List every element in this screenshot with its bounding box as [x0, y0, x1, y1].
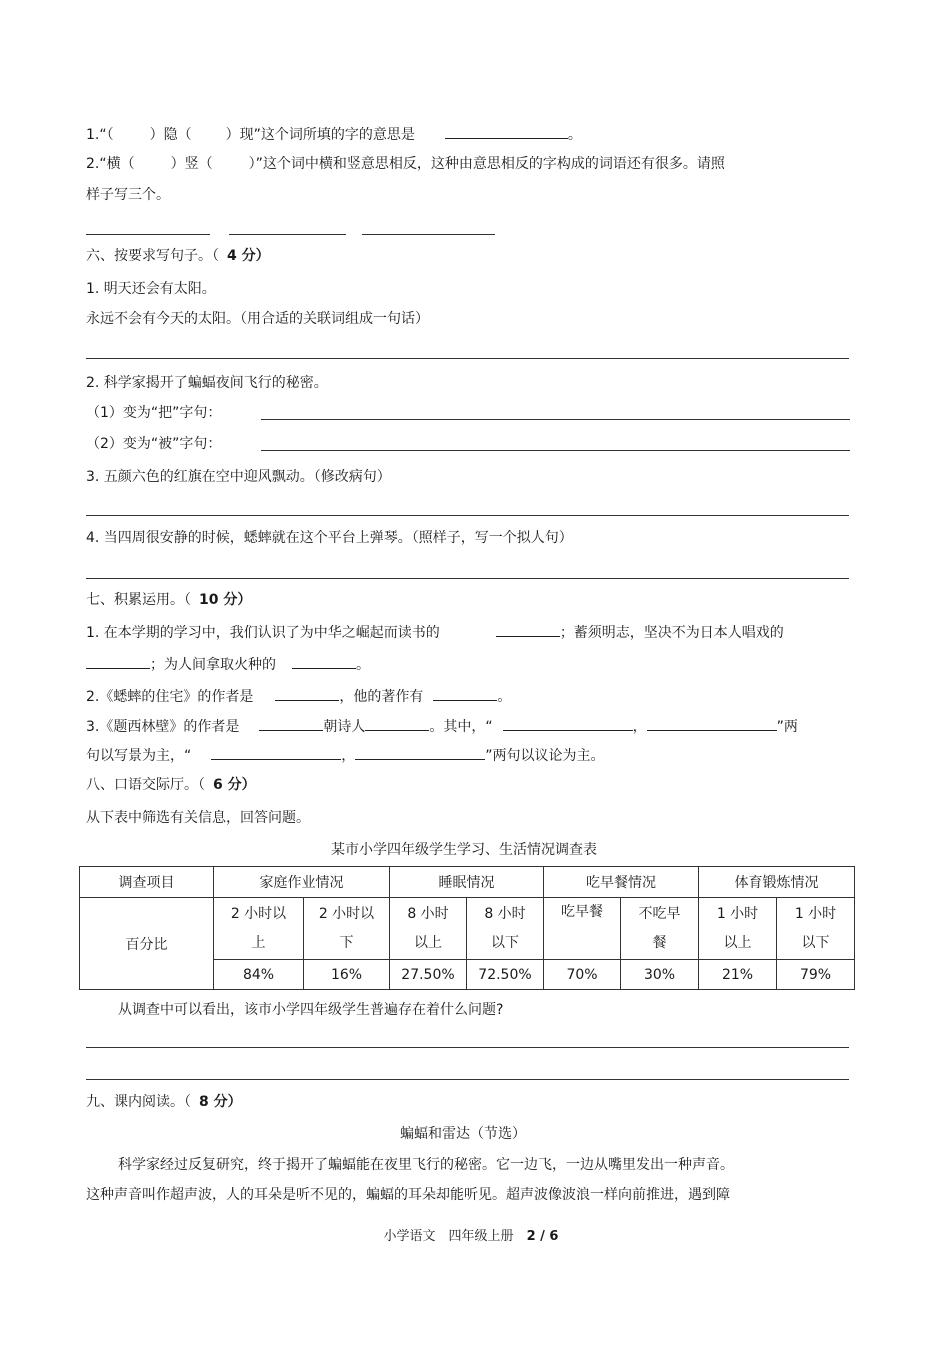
text: 不吃早: [638, 905, 681, 922]
text: 餐: [652, 934, 667, 951]
survey-table: [79, 866, 855, 990]
text: 上: [251, 934, 266, 951]
text: 以下: [491, 934, 519, 951]
text: 2.“横（: [86, 156, 135, 172]
text: 六、按要求写句子。（: [86, 248, 219, 264]
answer-line[interactable]: [362, 234, 495, 235]
page-footer: [0, 1227, 946, 1247]
section-7-heading: [86, 590, 251, 610]
answer-line[interactable]: [86, 515, 849, 516]
s7-item3-line2: [86, 745, 605, 766]
s7-item1-line1: [86, 622, 784, 643]
passage-para2: 这种声音叫作超声波，人的耳朵是听不见的，蝙蝠的耳朵却能听见。超声波像波浪一样向前推进，遇到障: [86, 1187, 730, 1203]
text: ，: [632, 719, 647, 735]
answer-blank[interactable]: [433, 686, 497, 701]
text: 以下: [801, 934, 830, 951]
answer-blank[interactable]: [259, 716, 323, 731]
answer-blank[interactable]: [503, 716, 633, 731]
value-cell: 84%: [214, 960, 304, 990]
answer-line[interactable]: [86, 358, 849, 359]
text: 2 小时以: [318, 905, 375, 922]
answer-blank[interactable]: [365, 716, 429, 731]
value-cell: 27.50%: [390, 960, 467, 990]
text: 2.《蟋蟀的住宅》的作者是: [86, 689, 254, 705]
text: ；蓄须明志，坚决不为日本人唱戏的: [559, 625, 784, 641]
text: ）”这个词中横和竖意思相反，这种由意思相反的字构成的词语还有很多。请照: [248, 156, 725, 172]
s7-item3-line1: [86, 716, 798, 737]
sub-sleep-over8: [390, 898, 467, 960]
header-sleep: 睡眠情况: [390, 867, 544, 898]
s8-intro: 从下表中筛选有关信息，回答问题。: [86, 810, 310, 826]
answer-blank[interactable]: [355, 745, 485, 760]
text: 2 小时以: [230, 905, 287, 922]
text: 。: [356, 657, 370, 673]
score: 10 分）: [199, 592, 252, 608]
text: ）竖（: [170, 156, 213, 172]
sub-sleep-under8: [467, 898, 544, 960]
value-cell: 70%: [544, 960, 621, 990]
text: 1 小时: [794, 905, 837, 922]
text: 8 小时: [407, 905, 449, 922]
text: ”两句以议论为主。: [485, 748, 605, 764]
answer-line[interactable]: [86, 234, 210, 235]
s6-item1a: 1. 明天还会有太阳。: [86, 281, 216, 297]
text: 1. 在本学期的学习中，我们认识了为中华之崛起而读书的: [86, 625, 440, 641]
text: 以上: [723, 934, 752, 951]
answer-blank[interactable]: [292, 654, 356, 669]
sub-hw-under2: [304, 898, 390, 960]
section-6-heading: [86, 246, 270, 266]
text: ，他的著作有: [339, 689, 424, 705]
table-title: 某市小学四年级学生学习、生活情况调查表: [331, 842, 597, 858]
answer-line[interactable]: [229, 234, 346, 235]
section-8-heading: [86, 775, 256, 795]
text: 1.“（: [86, 127, 114, 143]
answer-blank[interactable]: [86, 654, 150, 669]
text: 。: [497, 689, 512, 705]
answer-blank[interactable]: [275, 686, 339, 701]
text: 1 小时: [716, 905, 759, 922]
q5-item2-line1: [86, 154, 725, 174]
score: 4 分）: [227, 248, 270, 264]
value-cell: 16%: [304, 960, 390, 990]
header-breakfast: 吃早餐情况: [544, 867, 699, 898]
sub-ex-over1: [699, 898, 777, 960]
header-homework: 家庭作业情况: [214, 867, 390, 898]
answer-line[interactable]: [86, 1079, 849, 1080]
text: 句以写景为主，“: [86, 748, 192, 764]
sub-hw-over2: [214, 898, 304, 960]
answer-blank[interactable]: [445, 124, 568, 139]
text: 下: [339, 934, 354, 951]
page-number: 2 / 6: [526, 1229, 559, 1244]
s7-item1-line2: [86, 654, 370, 675]
score: 6 分）: [213, 777, 256, 793]
s6-item2-2: （2）变为“被”字句：: [86, 436, 222, 452]
answer-blank[interactable]: [647, 716, 777, 731]
q5-item2-line2: 样子写三个。: [86, 187, 170, 203]
s7-item2: [86, 686, 511, 707]
text: 朝诗人: [323, 719, 366, 735]
s6-item1b: 永远不会有今天的太阳。（用合适的关联词组成一句话）: [86, 311, 429, 327]
answer-line[interactable]: [261, 419, 850, 420]
text: ）现”这个词所填的字的意思是: [225, 127, 415, 143]
answer-line[interactable]: [86, 1047, 849, 1048]
text: 3.《题西林壁》的作者是: [86, 719, 240, 735]
text: 8 小时: [484, 905, 526, 922]
s8-question: 从调查中可以看出，该市小学四年级学生普遍存在着什么问题?: [118, 1002, 504, 1018]
sub-eat-breakfast: [544, 898, 621, 960]
passage-para1: 科学家经过反复研究，终于揭开了蝙蝠能在夜里飞行的秘密。它一边飞，一边从嘴里发出一种声音。: [118, 1157, 734, 1173]
section-9-heading: [86, 1092, 242, 1112]
text: 以上: [414, 934, 442, 951]
text: ”两: [776, 719, 798, 735]
sub-ex-under1: [777, 898, 855, 960]
q5-item1: [86, 124, 582, 145]
text: 七、积累运用。（: [86, 592, 191, 608]
answer-line[interactable]: [86, 578, 849, 579]
header-exercise: 体育锻炼情况: [699, 867, 855, 898]
score: 8 分）: [199, 1094, 242, 1110]
text: 八、口语交际厅。（: [86, 777, 205, 793]
s6-item2-1: （1）变为“把”字句：: [86, 405, 222, 421]
answer-line[interactable]: [261, 450, 850, 451]
text: ）隐（: [149, 127, 192, 143]
answer-blank[interactable]: [496, 622, 560, 637]
text: ；为人间拿取火种的: [150, 657, 276, 673]
answer-blank[interactable]: [211, 745, 341, 760]
s6-item2: 2. 科学家揭开了蝙蝠夜间飞行的秘密。: [86, 375, 328, 391]
text: ，: [341, 748, 356, 764]
s6-item4: 4. 当四周很安静的时候，蟋蟀就在这个平台上弹琴。（照样子，写一个拟人句）: [86, 530, 573, 546]
text: 。: [567, 127, 582, 143]
value-cell: 72.50%: [467, 960, 544, 990]
value-cell: 30%: [621, 960, 699, 990]
passage-title: 蝙蝠和雷达（节选）: [400, 1126, 526, 1142]
value-cell: 21%: [699, 960, 777, 990]
header-item: 调查项目: [80, 867, 214, 898]
s6-item3: 3. 五颜六色的红旗在空中迎风飘动。（修改病句）: [86, 469, 391, 485]
value-cell: 79%: [777, 960, 855, 990]
footer-text: 小学语文 四年级上册: [383, 1229, 527, 1244]
sub-no-breakfast: [621, 898, 699, 960]
text: 吃早餐: [561, 904, 603, 920]
row-label: 百分比: [80, 898, 214, 990]
text: 九、课内阅读。（: [86, 1094, 191, 1110]
text: 。其中，“: [429, 719, 493, 735]
